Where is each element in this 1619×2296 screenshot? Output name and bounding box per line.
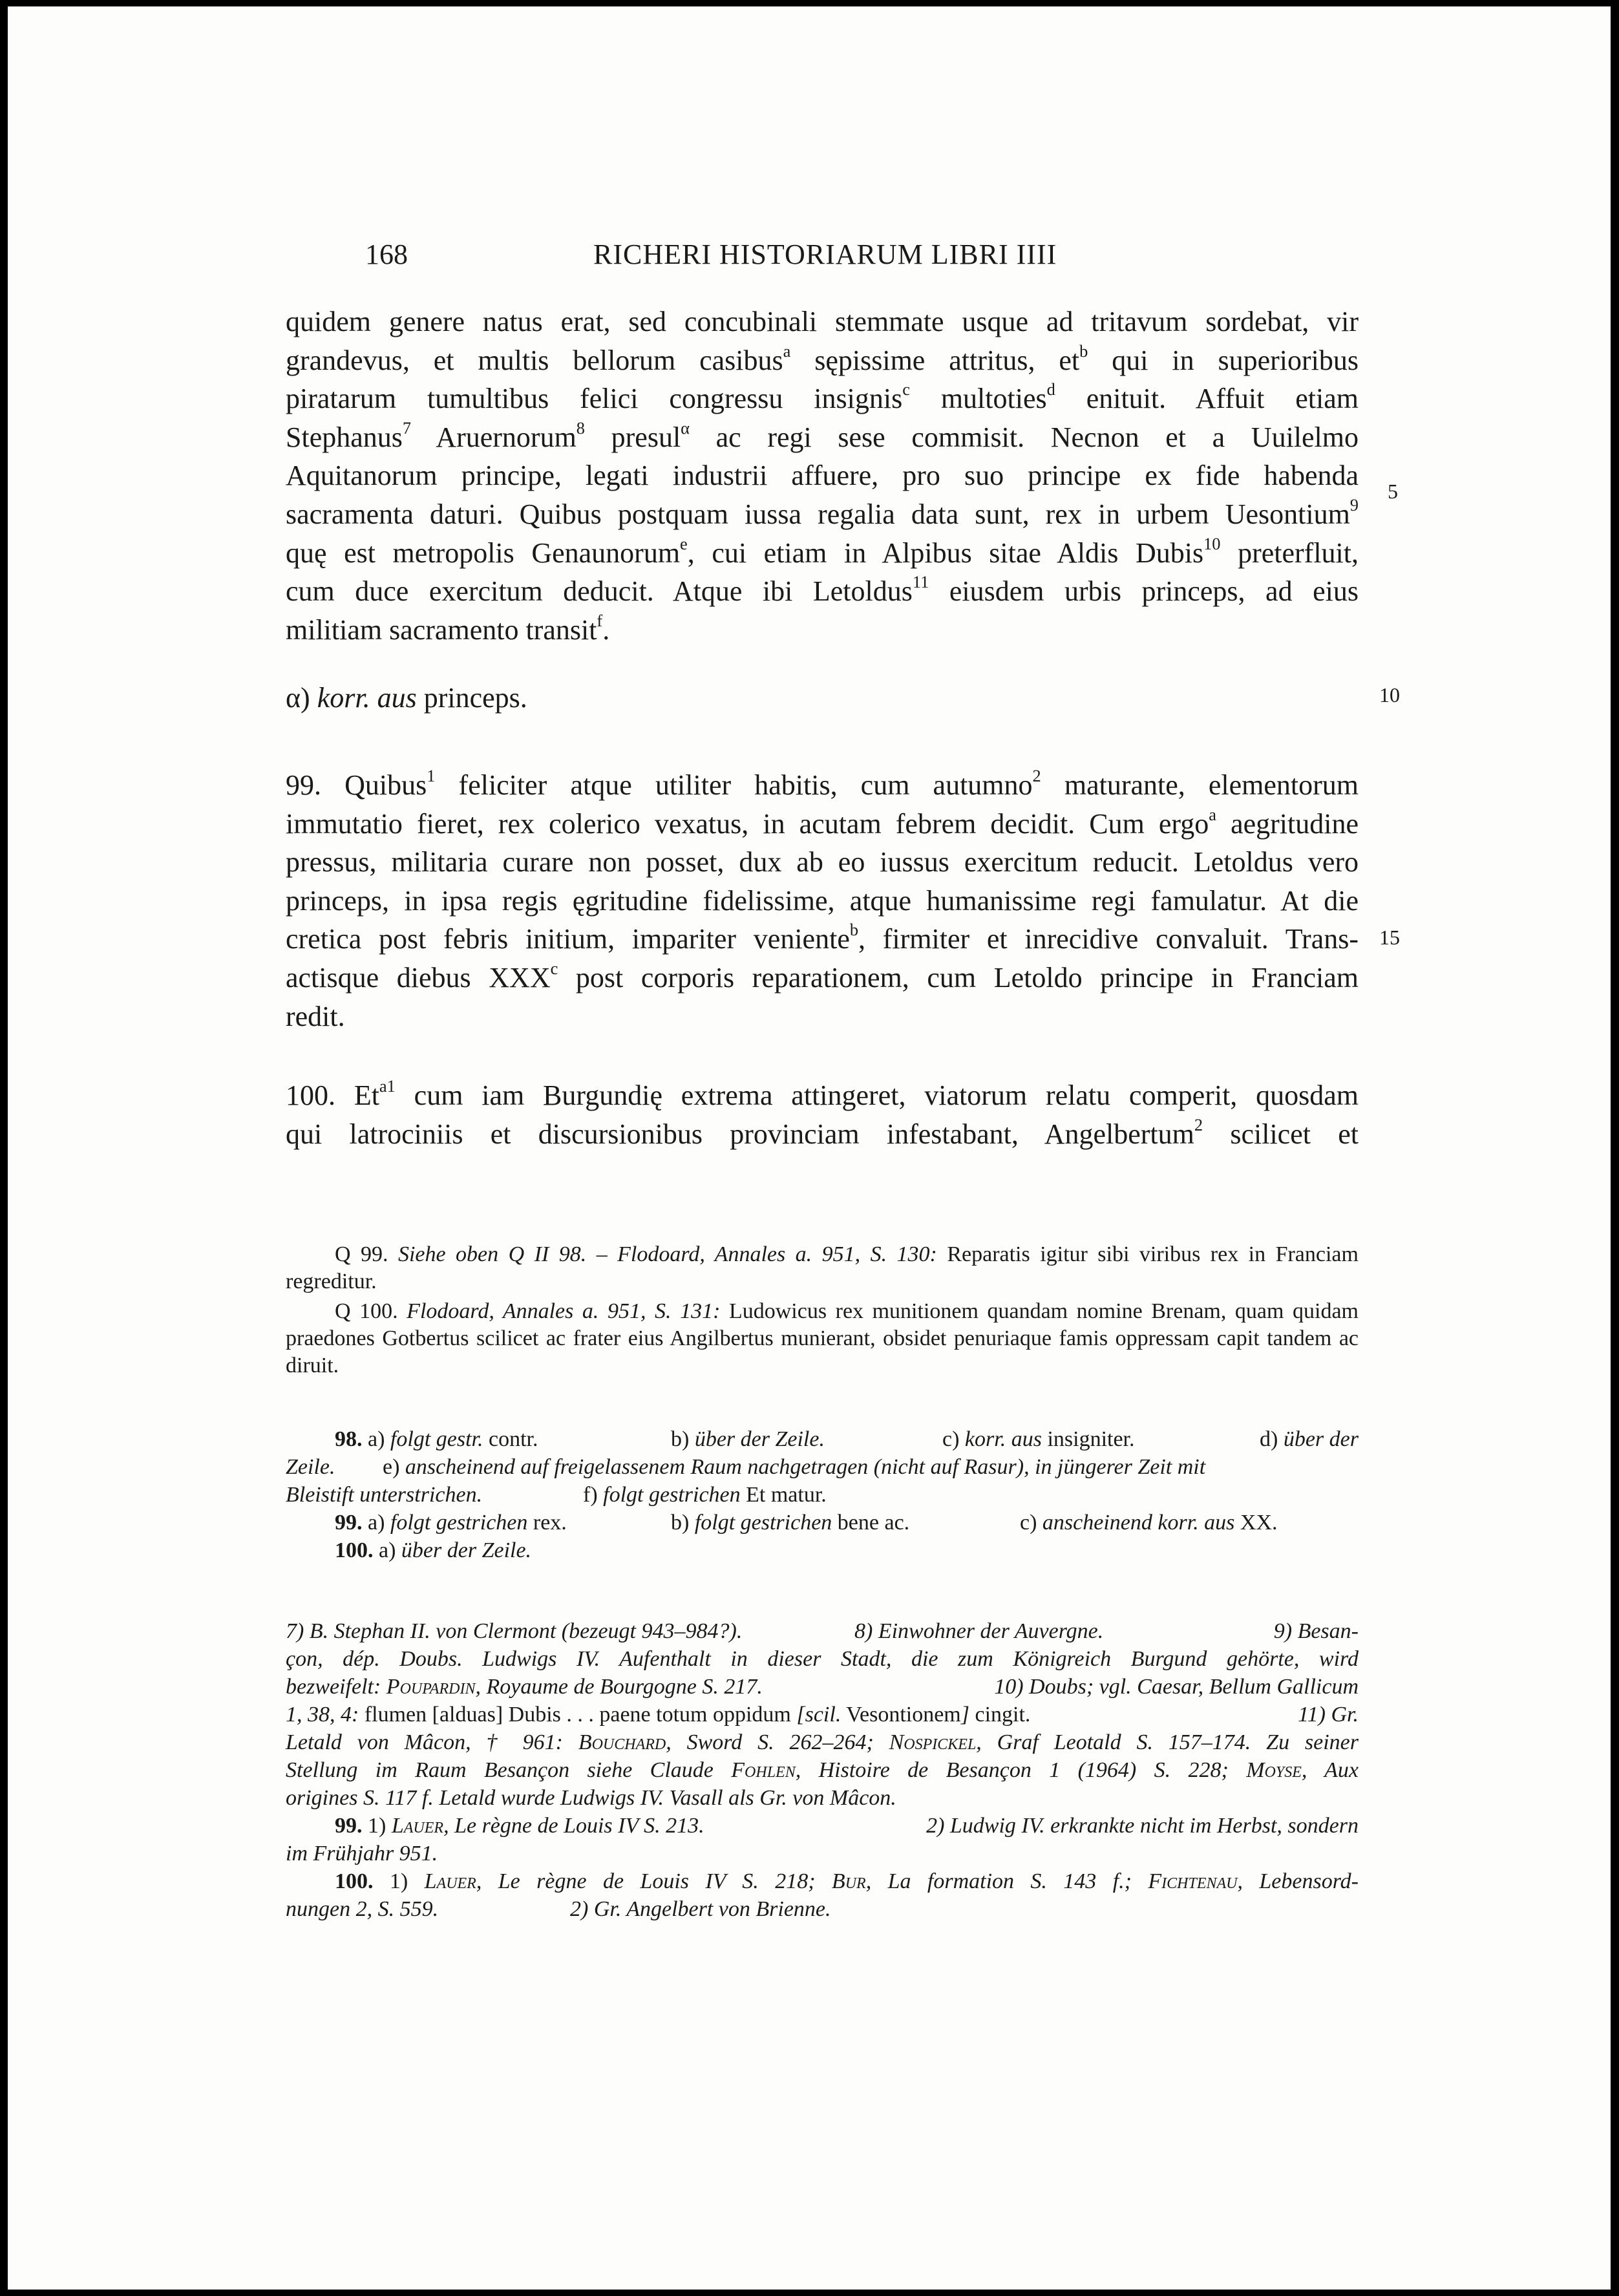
text-line: pressus, militaria curare non posset, dux ab eo iussus exercitum reducit. Letoldus vero [286,846,1359,878]
line-number: 10 [1379,683,1400,707]
text-line: militiam sacramento transit$^f$. [286,610,610,646]
chapter-99-text [286,766,1359,1036]
text-line: 99. Quibus$^1$ feliciter atque utiliter habitis, cum autumno$^2$ maturante, elementorum [286,766,1359,801]
text-line: 100. $Et^{a1}$ cum iam Burgundię extrema attingeret, viatorum relatu comperit, quosdam [286,1076,1359,1111]
line-number: 5 [1388,480,1398,503]
text-line: actisque diebus XXX$^c$ post corporis reparationem, cum Letoldo principe in Franciam [286,959,1359,994]
apparatus-line: Zeile. e) anscheinend auf freigelassenem Raum nachgetragen (nicht auf Rasur), in jüngerer Zeit mit [286,1455,1206,1479]
text-line: Stephanus$^7$ Aruernorum$^8$ presul$^\alpha$ ac regi sese commisit. Necnon et a Uuilelmo [286,418,1359,453]
apparatus-line: 99. a) folgt gestrichen rex. b) folgt gestrichen bene ac. c) anscheinend korr. aus XX. [335,1511,1278,1535]
note-line: im Frühjahr 951. [286,1842,438,1865]
text-line: quę est metropolis Genaunorum$^e$, cui etiam in Alpibus sitae Aldis Dubis$^{10}$ preterfluit, [286,533,1359,569]
line-number: 15 [1379,926,1400,949]
text-line: cum duce exercitum deducit. Atque ibi Letoldus$^{11}$ eiusdem urbis princeps, ad eius [286,572,1359,608]
text-line: immutatio fieret, rex colerico vexatus, in acutam febrem decidit. Cum ergo$^a$ aegritudine [286,804,1359,840]
text-line: Aquitanorum principe, legati industrii affuere, pro suo principe ex fide habenda [286,460,1359,492]
note-line: 1, 38, 4: flumen [alduas] Dubis . . . paene totum oppidum [scil. Vesontionem] cingit. 11) Gr. [286,1703,1359,1727]
text-line: grandevus, et multis bellorum casibus$^a$ sępissime attritus, $et^b$ qui in superioribus [286,341,1359,376]
page-number: 168 [365,239,408,270]
source-entry-99: Q 99. Siehe oben Q II 98. – Flodoard, Annales a. 951, S. 130: Reparatis igitur sibi viribus rex in Franciam regreditur. [286,1242,1359,1293]
note-line: 7) B. Stephan II. von Clermont (bezeugt 943–984?). 8) Einwohner der Auvergne. 9) Besan- [286,1619,1359,1643]
note-line: Letald von Mâcon, † 961: Bouchard, Sword S. 262–264; Nospickel, Graf Leotald S. 157–174. Zu seiner [286,1730,1359,1754]
text-line: princeps, in ipsa regis ęgritudine fidelissime, atque humanissime regi famulatur. At die [286,884,1359,917]
text-line: sacramenta daturi. Quibus postquam iussa regalia data sunt, rex in urbem Uesontium$^9$ [286,495,1359,530]
source-entry-100: Q 100. Flodoard, Annales a. 951, S. 131: Ludowicus rex munitionem quandam nomine Brenam, quam quidam praedones Gotbertus scilicet ac frater eius Angilbertus munierant, obsidet penuriaque famis oppressam capit tandem ac diruit. [286,1299,1359,1377]
text-line: redit. [286,1000,345,1032]
text-line: piratarum tumultibus felici congressu insignis$^c$ multoties$^d$ enituit. Affuit etiam [286,379,1359,415]
running-title: RICHERI HISTORIARUM LIBRI IIII [593,239,1057,270]
note-line: 99. 1) Lauer, Le règne de Louis IV S. 213. 2) Ludwig IV. erkrankte nicht im Herbst, sondern [335,1814,1359,1838]
marginal-correction-note: α) korr. aus princeps. [286,682,527,714]
source-apparatus [286,1241,1359,1379]
text-line: qui latrociniis et discursionibus provinciam infestabant, Angelbertum$^2$ scilicet et [286,1114,1359,1150]
note-line: bezweifelt: Poupardin, Royaume de Bourgogne S. 217. 10) Doubs; vgl. Caesar, Bellum Gallicum [286,1675,1359,1699]
note-line: Stellung im Raum Besançon siehe Claude Fohlen, Histoire de Besançon 1 (1964) S. 228; Moyse, Aux [286,1758,1359,1782]
chapter-100-text [286,1076,1359,1153]
chapter-98-text [286,303,1359,649]
note-line: nungen 2, S. 559. 2) Gr. Angelbert von Brienne. [286,1897,831,1921]
apparatus-line: 100. a) über der Zeile. [335,1538,532,1562]
note-line: 100. 1) Lauer, Le règne de Louis IV S. 218; Bur, La formation S. 143 f.; Fichtenau, Lebensord- [335,1869,1359,1893]
historical-notes [286,1617,1359,1923]
textual-apparatus [286,1425,1359,1564]
apparatus-line: 98. a) folgt gestr. contr. b) über der Zeile. c) korr. aus insigniter. d) über der [335,1427,1359,1451]
apparatus-line: Bleistift unterstrichen. f) folgt gestrichen Et matur. [286,1483,827,1507]
book-page [8,6,1611,2290]
note-line: origines S. 117 f. Letald wurde Ludwigs IV. Vasall als Gr. von Mâcon. [286,1786,896,1810]
note-line: çon, dép. Doubs. Ludwigs IV. Aufenthalt in dieser Stadt, die zum Königreich Burgund gehörte, wird [286,1647,1359,1671]
text-line: quidem genere natus erat, sed concubinali stemmate usque ad tritavum sordebat, vir [286,306,1359,337]
text-line: cretica post febris initium, impariter veniente$^b$, firmiter et inrecidive convaluit. Trans- [286,920,1359,955]
